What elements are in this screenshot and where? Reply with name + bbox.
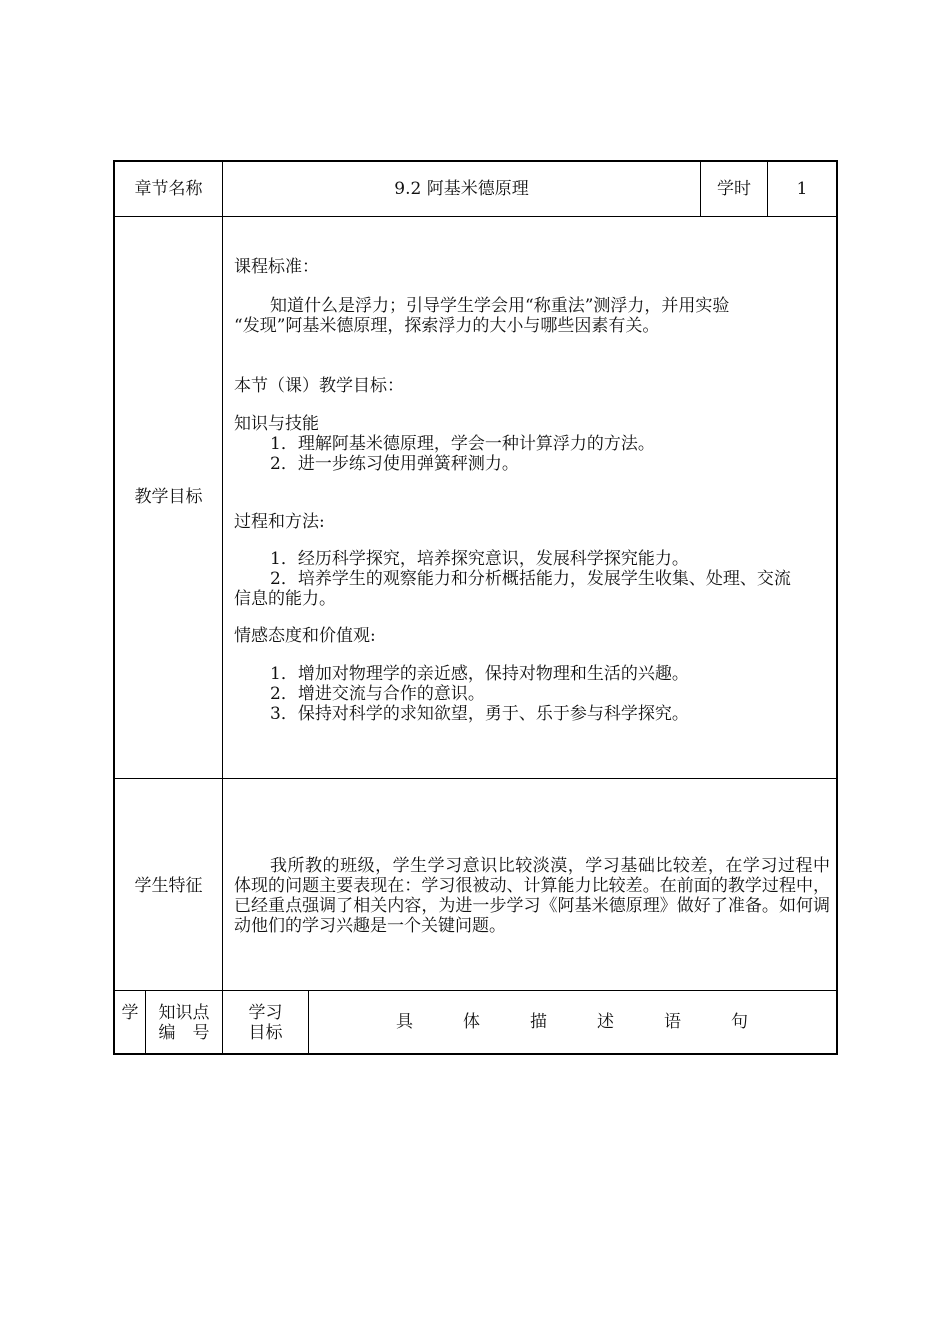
- bottom-col1-label: 学: [121, 1003, 139, 1023]
- curriculum-standard-line-1: 知道什么是浮力；引导学生学会用“称重法”测浮力，并用实验: [270, 296, 730, 316]
- process-item-2-line-2: 信息的能力。: [234, 589, 336, 609]
- process-item-1: 1．经历科学探究，培养探究意识，发展科学探究能力。: [270, 549, 689, 569]
- process-methods-title: 过程和方法:: [234, 512, 325, 532]
- students-description: 我所教的班级，学生学习意识比较淡漠，学习基础比较差，在学习过程中体现的问题主要表现在：学习很被动、计算能力比较差。在前面的教学过程中，已经重点强调了相关内容，为进一步学习《阿基米德原理》做好了准备。如何调动他们的学习兴趣是一个关键问题。: [234, 856, 830, 936]
- description-header-word-4: 述: [597, 1012, 614, 1032]
- table-right-border: [836, 160, 838, 1055]
- bottom-col3-divider: [308, 990, 309, 1055]
- knowledge-item-1: 1．理解阿基米德原理，学会一种计算浮力的方法。: [270, 434, 655, 454]
- description-header-word-6: 句: [731, 1012, 748, 1032]
- description-header-word-1: 具: [396, 1012, 413, 1032]
- description-header-word-5: 语: [664, 1012, 681, 1032]
- table-left-border: [113, 160, 115, 1055]
- hours-label: 学时: [717, 179, 751, 199]
- chapter-name-label: 章节名称: [134, 179, 203, 199]
- lesson-objectives-title: 本节（课）教学目标：: [234, 376, 404, 396]
- students-row-label: 学生特征: [134, 876, 203, 896]
- emotion-values-title: 情感态度和价值观:: [234, 626, 376, 646]
- knowledge-item-2: 2．进一步练习使用弹簧秤测力。: [270, 454, 519, 474]
- knowledge-point-label-line-1: 知识点: [158, 1003, 210, 1023]
- label-column-divider: [222, 160, 223, 1055]
- curriculum-standard-line-2: “发现”阿基米德原理，探索浮力的大小与哪些因素有关。: [234, 316, 660, 336]
- knowledge-skills-title: 知识与技能: [234, 414, 319, 434]
- emotion-item-3: 3．保持对科学的求知欲望，勇于、乐于参与科学探究。: [270, 704, 689, 724]
- objectives-row-label: 教学目标: [134, 487, 203, 507]
- emotion-item-2: 2．增进交流与合作的意识。: [270, 684, 485, 704]
- learning-goal-label-line-1: 学习: [248, 1003, 283, 1023]
- curriculum-standard-title: 课程标准：: [234, 257, 319, 277]
- knowledge-point-label-line-2: 编 号: [158, 1023, 210, 1043]
- chapter-name-value: 9.2 阿基米德原理: [394, 179, 529, 199]
- emotion-item-1: 1．增加对物理学的亲近感，保持对物理和生活的兴趣。: [270, 664, 689, 684]
- learning-goal-label-line-2: 目标: [248, 1023, 283, 1043]
- process-item-2-line-1: 2．培养学生的观察能力和分析概括能力，发展学生收集、处理、交流: [270, 569, 791, 589]
- hours-value: 1: [796, 179, 808, 199]
- description-header-word-3: 描: [530, 1012, 547, 1032]
- description-header-word-2: 体: [463, 1012, 480, 1032]
